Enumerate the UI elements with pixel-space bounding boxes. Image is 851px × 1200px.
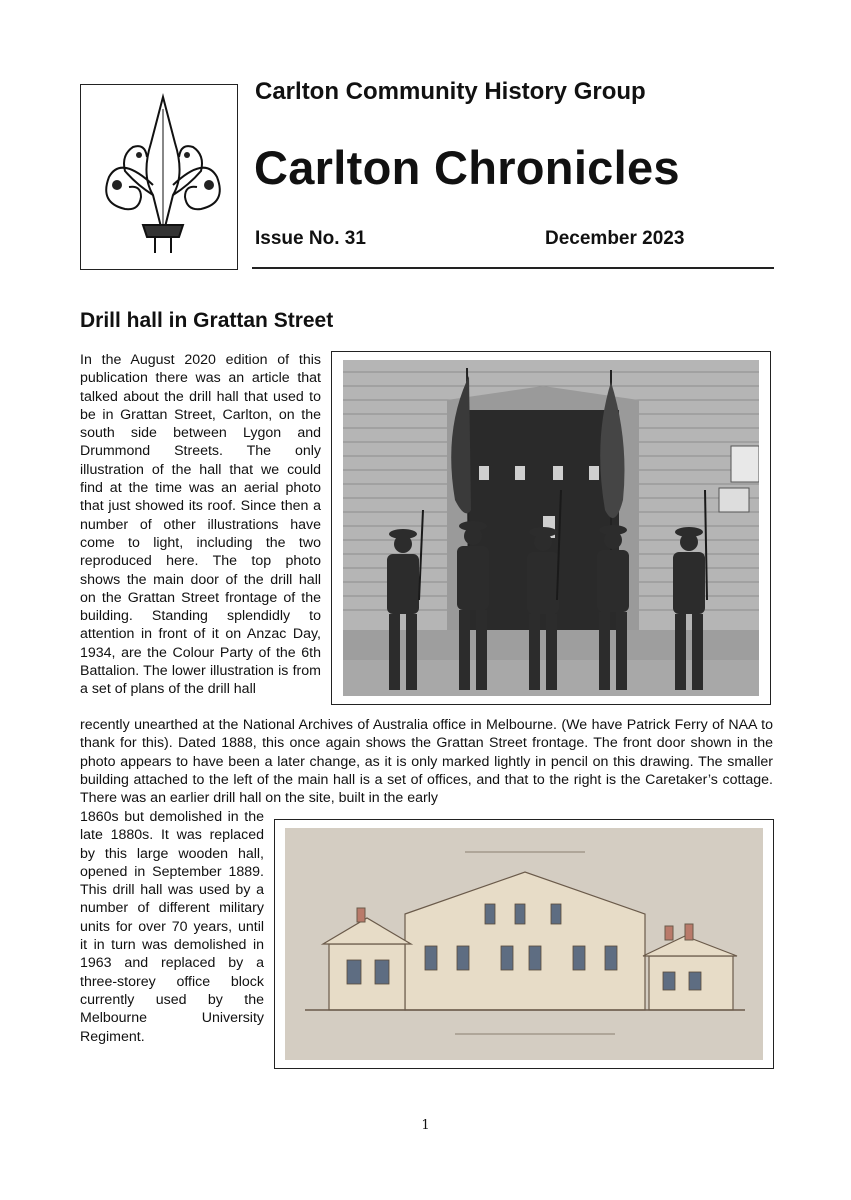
drill-hall-plan-drawing (274, 819, 774, 1069)
fleur-de-lis-icon (81, 85, 237, 269)
issue-number: Issue No. 31 (255, 228, 366, 249)
masthead-logo (80, 84, 238, 270)
soldiers-photo-image (343, 360, 759, 696)
colour-party-photo (331, 351, 771, 705)
page-number: 1 (421, 1118, 430, 1133)
article-paragraph-1: In the August 2020 edition of this publication there was an article that talked about the drill hall that used to be in Grattan Street, Carlton, on the south side between Lygon and Drummond Streets. The only illustration of the hall that we could find at the time was an aerial photo that just showed its roof. Since then a number of other illustrations have come to light, including the two reproduced here. The top photo shows the main door of the drill hall on the Grattan Street frontage of the building. Standing splendidly to attention in front of it on Anzac Day, 1934, are the Colour Party of the 6th Battalion. The lower illustration is from a set of plans of the drill hall (80, 352, 321, 698)
organization-name: Carlton Community History Group (255, 78, 646, 105)
article-paragraph-2: recently unearthed at the National Archives of Australia office in Melbourne. (We have Patrick Ferry of NAA to thank for this). Dated 1888, this once again shows the Grattan Street frontage. The front door shown in the photo appears to have been a later change, as it is only marked lightly in pencil on this drawing. The smaller building attached to the left of the main hall is a set of offices, and that to the right is the Caretaker’s cottage. There was an earlier drill hall on the site, built in the early (80, 717, 773, 807)
newsletter-title: Carlton Chronicles (254, 141, 680, 194)
elevation-drawing-image (285, 828, 763, 1060)
header-divider (252, 267, 774, 269)
article-paragraph-3: 1860s but demolished in the late 1880s. It was replaced by this large wooden hall, opened in September 1889. This drill hall was used by a number of different military units for over 70 years, until it in turn was demolished in 1963 and replaced by a three-storey office block currently used by the Melbourne University Regiment. (80, 809, 264, 1045)
issue-date: December 2023 (545, 228, 685, 249)
article-title: Drill hall in Grattan Street (80, 309, 334, 332)
